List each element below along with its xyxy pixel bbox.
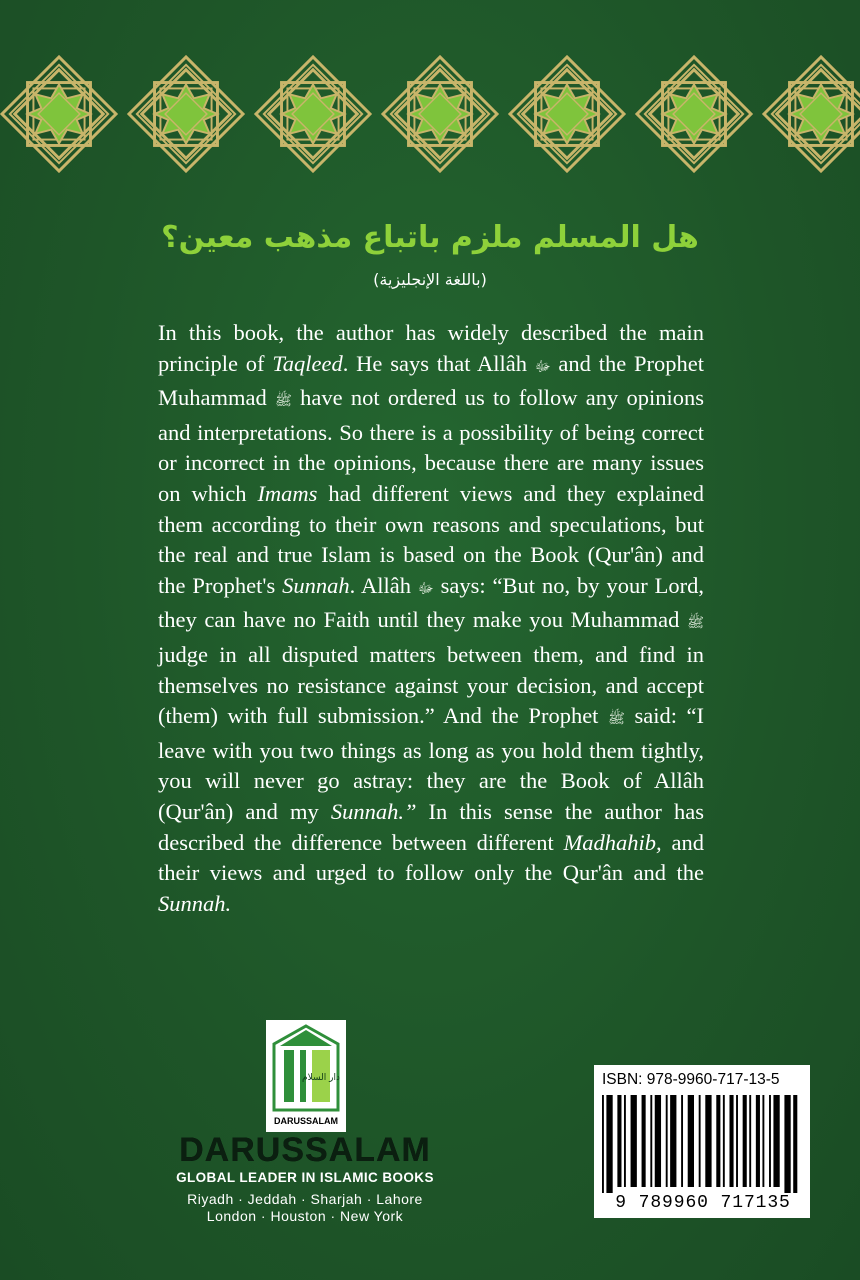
barcode-bar — [793, 1095, 797, 1193]
darussalam-emblem-icon — [266, 1020, 346, 1132]
barcode-bar — [681, 1095, 683, 1187]
barcode-digits: 9 789960 717135 — [615, 1193, 791, 1213]
barcode-bar — [716, 1095, 720, 1187]
cities-line-1: Riyadh · Jeddah · Sharjah · Lahore — [187, 1191, 423, 1207]
publisher-block — [150, 1132, 460, 1225]
barcode-bar — [617, 1095, 621, 1187]
islamic-star-ornament — [762, 55, 860, 173]
honorific-glyph: ﷺ — [274, 394, 292, 410]
publisher-name: DARUSSALAM — [179, 1131, 431, 1169]
barcode-bar — [743, 1095, 747, 1187]
barcode-bar — [784, 1095, 790, 1193]
barcode-bar — [688, 1095, 694, 1187]
logo-arabic: دار السلام — [302, 1073, 340, 1083]
barcode-bar — [736, 1095, 738, 1187]
barcode-bar — [749, 1095, 751, 1187]
barcode-bar — [602, 1095, 604, 1193]
barcode-bar — [769, 1095, 771, 1187]
publisher-cities — [150, 1191, 460, 1225]
honorific-glyph: ﷻ — [534, 359, 551, 375]
barcode-bar — [705, 1095, 711, 1187]
barcode-bar — [650, 1095, 652, 1187]
islamic-star-ornament — [508, 55, 626, 173]
barcode-bar — [756, 1095, 760, 1187]
honorific-glyph: ﷺ — [607, 712, 625, 728]
isbn-barcode — [594, 1065, 810, 1218]
islamic-star-ornament — [635, 55, 753, 173]
islamic-star-ornament — [0, 55, 118, 173]
ornament-border — [0, 55, 860, 185]
honorific-glyph: ﷻ — [417, 581, 434, 597]
arabic-title: هل المسلم ملزم باتباع مذهب معين؟ — [161, 220, 699, 255]
islamic-star-ornament — [127, 55, 245, 173]
barcode-bar — [723, 1095, 725, 1187]
logo-label: DARUSSALAM — [274, 1116, 338, 1126]
arabic-subtitle: (باللغة الإنجليزية) — [373, 270, 487, 289]
barcode-bar — [670, 1095, 676, 1187]
barcode-bars — [602, 1095, 802, 1193]
barcode-bar — [773, 1095, 779, 1187]
barcode-bar — [631, 1095, 637, 1187]
islamic-star-ornament — [254, 55, 372, 173]
barcode-bar — [762, 1095, 764, 1187]
barcode-bar — [666, 1095, 668, 1187]
islamic-star-ornament — [381, 55, 499, 173]
barcode-bar — [606, 1095, 612, 1193]
barcode-bar — [642, 1095, 646, 1187]
book-description: In this book, the author has widely described the main principle of Taqleed. He says that Allâh ﷻ and the Prophet Muhammad ﷺ have not ordered us to follow any opinions and interpretations. So there is a possibility of being correct or incorrect in the opinions, because there are many issues on which Imams had different views and they explained them according to their own reasons and speculations, but the real and true Islam is based on the Book (Qur'ân) and the Prophet's Sunnah. Allâh ﷻ says: “But no, by your Lord, they can have no Faith until they make you Muhammad ﷺ judge in all disputed matters between them, and find in themselves no resistance against your decision, and accept (them) with full submission.” And the Prophet ﷺ said: “I leave with you two things as long as you hold them tightly, you will never go astray: they are the Book of Allâh (Qur'ân) and my Sunnah.” In this sense the author has described the difference between different Madhahib, and their views and urged to follow only the Qur'ân and the Sunnah. — [158, 320, 705, 916]
publisher-tagline: GLOBAL LEADER IN ISLAMIC BOOKS — [176, 1170, 434, 1185]
cities-line-2: London · Houston · New York — [206, 1208, 404, 1224]
barcode-bar — [655, 1095, 661, 1187]
barcode-bar — [729, 1095, 733, 1187]
honorific-glyph: ﷺ — [687, 616, 704, 632]
isbn-label: ISBN: 978-9960-717-13-5 — [602, 1071, 780, 1088]
barcode-bar — [624, 1095, 626, 1187]
barcode-bar — [699, 1095, 701, 1187]
